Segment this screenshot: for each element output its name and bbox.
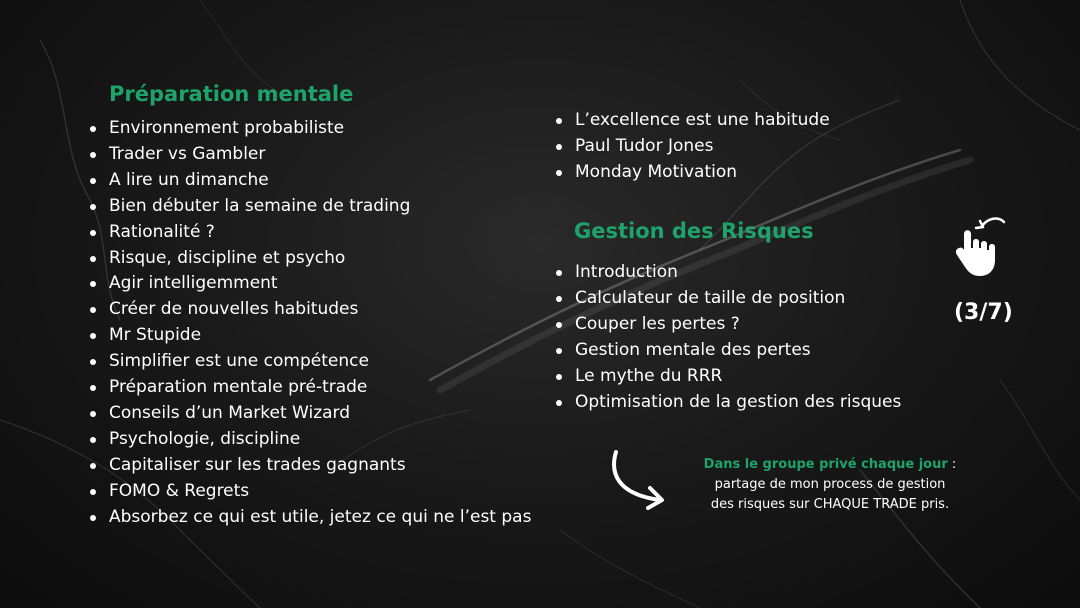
list-item: Mr Stupide (90, 323, 531, 349)
note-line-3: des risques sur CHAQUE TRADE pris. (710, 497, 950, 512)
list-item: Bien débuter la semaine de trading (90, 194, 531, 220)
list-item: Environnement probabiliste (90, 116, 531, 142)
section-title-preparation: Préparation mentale (109, 82, 354, 106)
list-item: Le mythe du RRR (556, 364, 901, 390)
list-item: Psychologie, discipline (90, 427, 531, 453)
list-item: Préparation mentale pré-trade (90, 375, 531, 401)
list-item: Monday Motivation (556, 160, 830, 186)
note-separator: : (947, 457, 957, 472)
list-item: Créer de nouvelles habitudes (90, 297, 531, 323)
list-item: Agir intelligemment (90, 271, 531, 297)
list-item: Absorbez ce qui est utile, jetez ce qui ne l’est pas (90, 505, 531, 531)
preparation-list (90, 116, 531, 531)
list-item: Gestion mentale des pertes (556, 338, 901, 364)
swipe-hand-icon[interactable] (952, 212, 1016, 284)
preparation-list-continued (556, 108, 830, 186)
section-title-risk: Gestion des Risques (574, 219, 814, 243)
list-item: Simplifier est une compétence (90, 349, 531, 375)
list-item: Rationalité ? (90, 220, 531, 246)
note-line-1 (680, 455, 980, 475)
page-indicator: (3/7) (954, 300, 1013, 325)
list-item: Paul Tudor Jones (556, 134, 830, 160)
list-item: Couper les pertes ? (556, 312, 901, 338)
note-line-2: partage de mon process de gestion (714, 477, 946, 492)
list-item: Risque, discipline et psycho (90, 246, 531, 272)
list-item: Trader vs Gambler (90, 142, 531, 168)
list-item: A lire un dimanche (90, 168, 531, 194)
risk-list (556, 260, 901, 415)
list-item: Calculateur de taille de position (556, 286, 901, 312)
list-item: Introduction (556, 260, 901, 286)
list-item: L’excellence est une habitude (556, 108, 830, 134)
list-item: Capitaliser sur les trades gagnants (90, 453, 531, 479)
promo-note (680, 455, 980, 515)
curved-arrow-icon (604, 446, 674, 520)
list-item: FOMO & Regrets (90, 479, 531, 505)
list-item: Conseils d’un Market Wizard (90, 401, 531, 427)
list-item: Optimisation de la gestion des risques (556, 390, 901, 416)
note-highlight: Dans le groupe privé chaque jour (703, 457, 948, 472)
